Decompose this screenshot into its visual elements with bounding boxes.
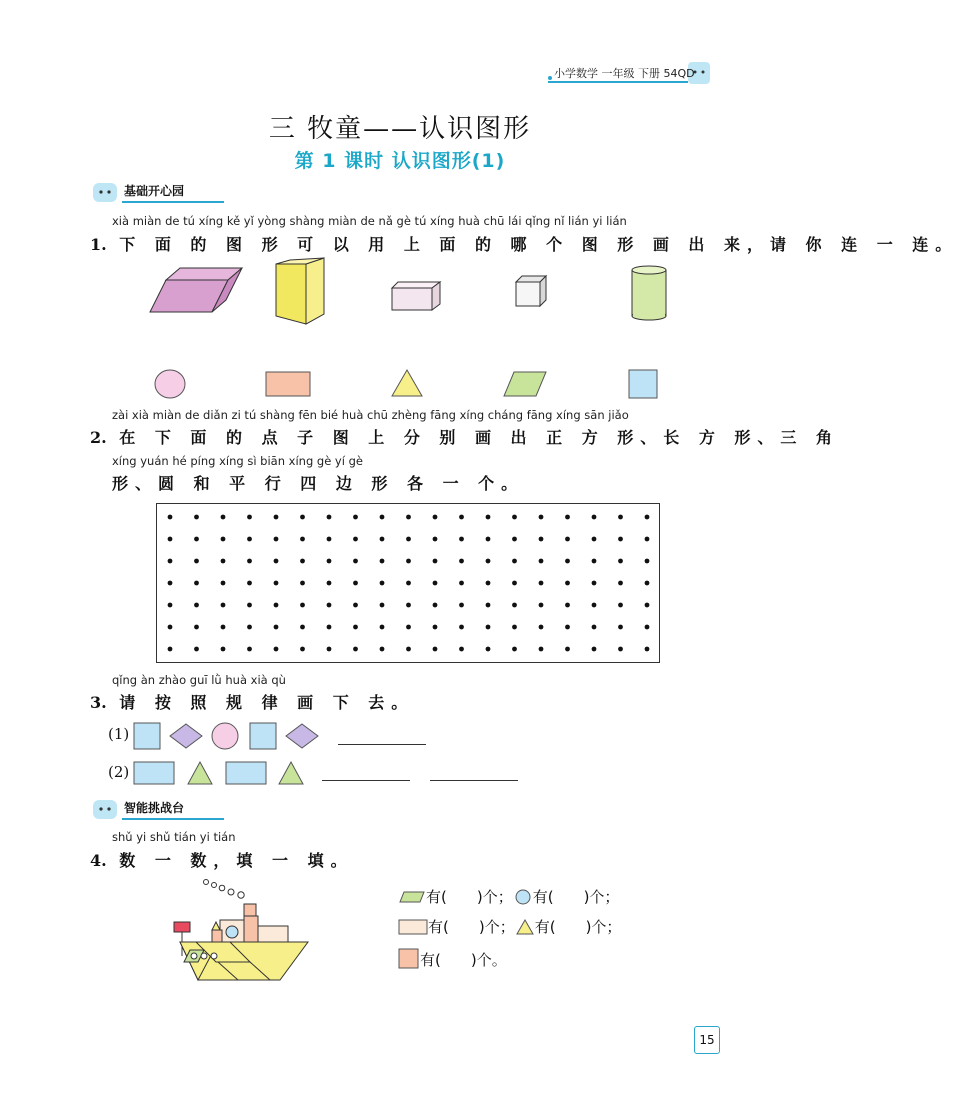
- grid-dot[interactable]: [380, 515, 385, 520]
- grid-dot[interactable]: [406, 559, 411, 564]
- grid-dot[interactable]: [194, 537, 199, 542]
- q4-number: 4.: [90, 851, 107, 870]
- grid-dot[interactable]: [618, 647, 623, 652]
- grid-dot[interactable]: [618, 603, 623, 608]
- grid-dot[interactable]: [645, 647, 650, 652]
- grid-dot[interactable]: [247, 537, 252, 542]
- grid-dot[interactable]: [221, 625, 226, 630]
- grid-dot[interactable]: [512, 581, 517, 586]
- q2-question-line1: 在 下 面 的 点 子 图 上 分 别 画 出 正 方 形、长 方 形、三 角: [119, 428, 839, 447]
- grid-dot[interactable]: [353, 559, 358, 564]
- grid-dot[interactable]: [380, 647, 385, 652]
- grid-dot[interactable]: [539, 515, 544, 520]
- rectangle-icon: [398, 918, 428, 936]
- prism-solid[interactable]: [150, 268, 242, 312]
- grid-dot[interactable]: [565, 647, 570, 652]
- q3-pinyin: qǐng àn zhào guī lǜ huà xià qù: [112, 673, 286, 687]
- grid-dot[interactable]: [512, 625, 517, 630]
- grid-dot[interactable]: [565, 559, 570, 564]
- grid-dot[interactable]: [380, 625, 385, 630]
- triangular-prism-solid[interactable]: [276, 258, 324, 324]
- grid-dot[interactable]: [512, 537, 517, 542]
- grid-dot[interactable]: [194, 581, 199, 586]
- triangle-shape[interactable]: [392, 370, 422, 396]
- q3-row2-pattern: [130, 758, 330, 788]
- grid-dot[interactable]: [194, 625, 199, 630]
- grid-dot[interactable]: [406, 625, 411, 630]
- grid-dot[interactable]: [168, 581, 173, 586]
- grid-dot[interactable]: [274, 559, 279, 564]
- q3-row2-answer-2[interactable]: [430, 766, 518, 781]
- grid-dot[interactable]: [406, 581, 411, 586]
- q3-text: [90, 690, 414, 713]
- grid-dot[interactable]: [645, 537, 650, 542]
- grid-dot[interactable]: [539, 559, 544, 564]
- grid-dot[interactable]: [433, 625, 438, 630]
- q4-fill-circle[interactable]: 有( )个；: [532, 888, 620, 906]
- grid-dot[interactable]: [194, 559, 199, 564]
- grid-dot[interactable]: [433, 603, 438, 608]
- grid-dot[interactable]: [168, 625, 173, 630]
- grid-dot[interactable]: [539, 647, 544, 652]
- grid-dot[interactable]: [247, 603, 252, 608]
- triangle-icon: [515, 918, 535, 936]
- grid-dot[interactable]: [221, 515, 226, 520]
- q2-question-line2: 形、圆 和 平 行 四 边 形 各 一 个。: [112, 474, 525, 493]
- grid-dot[interactable]: [380, 559, 385, 564]
- grid-dot[interactable]: [274, 581, 279, 586]
- section-label: 基础开心园: [122, 182, 224, 203]
- grid-dot[interactable]: [274, 537, 279, 542]
- grid-dot[interactable]: [512, 559, 517, 564]
- grid-dot[interactable]: [486, 625, 491, 630]
- grid-dot[interactable]: [168, 603, 173, 608]
- grid-dot[interactable]: [168, 647, 173, 652]
- grid-dot[interactable]: [221, 559, 226, 564]
- q4-question: 数 一 数，填 一 填。: [119, 851, 354, 870]
- grid-dot[interactable]: [592, 581, 597, 586]
- grid-dot[interactable]: [274, 625, 279, 630]
- dot-grid[interactable]: [156, 503, 660, 663]
- grid-dot[interactable]: [300, 559, 305, 564]
- grid-dot[interactable]: [168, 537, 173, 542]
- q3-row2-answer-1[interactable]: [322, 766, 410, 781]
- bear-mascot-icon: [92, 181, 118, 203]
- flag-shape: [174, 922, 190, 932]
- grid-dot[interactable]: [247, 625, 252, 630]
- q1-solids: [140, 258, 680, 338]
- grid-dot[interactable]: [592, 515, 597, 520]
- q4-line-3: [398, 948, 507, 970]
- grid-dot[interactable]: [327, 515, 332, 520]
- q1-number: 1.: [90, 235, 107, 254]
- q3-number: 3.: [90, 693, 107, 712]
- grid-dot[interactable]: [645, 625, 650, 630]
- grid-dot[interactable]: [300, 603, 305, 608]
- cylinder-solid[interactable]: [632, 266, 666, 320]
- grid-dot[interactable]: [433, 647, 438, 652]
- grid-dot[interactable]: [168, 515, 173, 520]
- square-icon: [398, 948, 420, 970]
- grid-dot[interactable]: [645, 603, 650, 608]
- grid-dot[interactable]: [327, 625, 332, 630]
- cuboid-solid[interactable]: [392, 282, 440, 310]
- q2-text-1: [90, 425, 839, 448]
- diamond-shape: [170, 724, 202, 748]
- grid-dot[interactable]: [433, 559, 438, 564]
- grid-dot[interactable]: [380, 603, 385, 608]
- ship-picture: [170, 876, 315, 986]
- grid-dot[interactable]: [300, 625, 305, 630]
- grid-dot[interactable]: [592, 537, 597, 542]
- grid-dot[interactable]: [486, 559, 491, 564]
- rectangle-shape: [226, 762, 266, 784]
- grid-dot[interactable]: [194, 647, 199, 652]
- page-number: 15: [694, 1026, 720, 1054]
- grid-dot[interactable]: [459, 581, 464, 586]
- grid-dot[interactable]: [221, 581, 226, 586]
- circle-shape: [212, 723, 238, 749]
- square-shape: [134, 723, 160, 749]
- triangle-shape: [188, 762, 212, 784]
- grid-dot[interactable]: [618, 515, 623, 520]
- grid-dot[interactable]: [353, 647, 358, 652]
- grid-dot[interactable]: [274, 515, 279, 520]
- grid-dot[interactable]: [565, 603, 570, 608]
- grid-dot[interactable]: [645, 515, 650, 520]
- q4-fill-square[interactable]: 有( )个。: [420, 950, 507, 969]
- grid-dot[interactable]: [221, 647, 226, 652]
- q4-text: [90, 848, 354, 871]
- bear-mascot-icon: [92, 798, 118, 820]
- grid-dot[interactable]: [592, 625, 597, 630]
- grid-dot[interactable]: [327, 537, 332, 542]
- grid-dot[interactable]: [274, 603, 279, 608]
- grid-dot[interactable]: [565, 625, 570, 630]
- grid-dot[interactable]: [274, 647, 279, 652]
- running-header: [548, 62, 718, 84]
- grid-dot[interactable]: [406, 603, 411, 608]
- grid-dot[interactable]: [618, 537, 623, 542]
- grid-dot[interactable]: [353, 515, 358, 520]
- grid-dot[interactable]: [194, 603, 199, 608]
- grid-dot[interactable]: [300, 581, 305, 586]
- grid-dot[interactable]: [486, 581, 491, 586]
- grid-dot[interactable]: [433, 515, 438, 520]
- q4-line-2: [398, 916, 621, 937]
- grid-dot[interactable]: [459, 625, 464, 630]
- section-badge-basic: [92, 180, 224, 204]
- grid-dot[interactable]: [300, 515, 305, 520]
- grid-dot[interactable]: [486, 647, 491, 652]
- grid-dot[interactable]: [406, 647, 411, 652]
- grid-dot[interactable]: [618, 625, 623, 630]
- grid-dot[interactable]: [618, 559, 623, 564]
- grid-dot[interactable]: [300, 537, 305, 542]
- grid-dot[interactable]: [327, 647, 332, 652]
- grid-dot[interactable]: [247, 647, 252, 652]
- q2-pinyin-2: xíng yuán hé píng xíng sì biān xíng gè yí gè: [112, 454, 363, 468]
- grid-dot[interactable]: [353, 537, 358, 542]
- grid-dot[interactable]: [353, 625, 358, 630]
- q1-question: 下 面 的 图 形 可 以 用 上 面 的 哪 个 图 形 画 出 来，请 你 连 一 连。: [119, 235, 958, 254]
- grid-dot[interactable]: [221, 603, 226, 608]
- grid-dot[interactable]: [327, 581, 332, 586]
- rectangle-shape: [134, 762, 174, 784]
- grid-dot[interactable]: [406, 537, 411, 542]
- grid-dot[interactable]: [380, 581, 385, 586]
- grid-dot[interactable]: [459, 603, 464, 608]
- grid-dot[interactable]: [459, 647, 464, 652]
- grid-dot[interactable]: [565, 581, 570, 586]
- grid-dot[interactable]: [433, 581, 438, 586]
- grid-dot[interactable]: [512, 515, 517, 520]
- grid-dot[interactable]: [539, 625, 544, 630]
- circle-icon: [513, 888, 533, 906]
- grid-dot[interactable]: [539, 603, 544, 608]
- q3-question: 请 按 照 规 律 画 下 去。: [119, 693, 415, 712]
- q1-flat-shapes: [140, 364, 680, 404]
- q4-fill-parallelogram[interactable]: 有( )个；: [426, 888, 513, 906]
- grid-dot[interactable]: [247, 559, 252, 564]
- section-label: 智能挑战台: [122, 799, 224, 820]
- q2-pinyin-1: zài xià miàn de diǎn zi tú shàng fēn bié huà chū zhèng fāng xíng cháng fāng xíng sān jiǎo: [112, 408, 629, 422]
- grid-dot[interactable]: [459, 559, 464, 564]
- grid-dot[interactable]: [353, 581, 358, 586]
- cube-solid[interactable]: [516, 276, 546, 306]
- rectangle-shape[interactable]: [266, 372, 310, 396]
- grid-dot[interactable]: [512, 603, 517, 608]
- grid-dot[interactable]: [327, 603, 332, 608]
- q4-fill-triangle[interactable]: 有( )个；: [534, 918, 622, 936]
- grid-dot[interactable]: [353, 603, 358, 608]
- unit-title: 三 牧童——认识图形: [268, 114, 532, 144]
- q4-pinyin: shǔ yi shǔ tián yi tián: [112, 830, 236, 844]
- q4-line-1: [398, 886, 619, 907]
- parallelogram-shape[interactable]: [504, 372, 546, 396]
- grid-dot[interactable]: [512, 647, 517, 652]
- q1-text: [90, 232, 958, 255]
- grid-dot[interactable]: [539, 537, 544, 542]
- grid-dot[interactable]: [221, 537, 226, 542]
- square-shape[interactable]: [629, 370, 657, 398]
- grid-dot[interactable]: [592, 647, 597, 652]
- q3-row2-label: (2): [108, 763, 130, 781]
- grid-dot[interactable]: [592, 603, 597, 608]
- grid-dot[interactable]: [592, 559, 597, 564]
- square-shape: [250, 723, 276, 749]
- grid-dot[interactable]: [645, 581, 650, 586]
- grid-dot[interactable]: [327, 559, 332, 564]
- grid-dot[interactable]: [380, 537, 385, 542]
- header-text: 小学数学 一年级 下册 54QD: [554, 67, 695, 80]
- grid-dot[interactable]: [168, 559, 173, 564]
- grid-dot[interactable]: [618, 581, 623, 586]
- grid-dot[interactable]: [433, 537, 438, 542]
- q4-fill-rectangle[interactable]: 有( )个；: [428, 918, 515, 936]
- q1-pinyin: xià miàn de tú xíng kě yǐ yòng shàng miàn de nǎ gè tú xíng huà chū lái qǐng nǐ lián yi lián: [112, 214, 627, 228]
- grid-dot[interactable]: [459, 515, 464, 520]
- grid-dot[interactable]: [300, 647, 305, 652]
- q2-number: 2.: [90, 428, 107, 447]
- diamond-shape: [286, 724, 318, 748]
- grid-dot[interactable]: [406, 515, 411, 520]
- grid-dot[interactable]: [539, 581, 544, 586]
- grid-dot[interactable]: [486, 603, 491, 608]
- triangle-shape: [279, 762, 303, 784]
- grid-dot[interactable]: [247, 515, 252, 520]
- grid-dot[interactable]: [459, 537, 464, 542]
- grid-dot[interactable]: [565, 515, 570, 520]
- grid-dot[interactable]: [486, 515, 491, 520]
- grid-dot[interactable]: [486, 537, 491, 542]
- grid-dot[interactable]: [645, 559, 650, 564]
- grid-dot[interactable]: [247, 581, 252, 586]
- q3-row1-answer[interactable]: [338, 730, 426, 745]
- q3-row1-label: (1): [108, 725, 130, 743]
- circle-shape[interactable]: [155, 370, 185, 398]
- parallelogram-icon: [398, 889, 426, 905]
- section-badge-challenge: [92, 797, 224, 821]
- grid-dot[interactable]: [565, 537, 570, 542]
- grid-dot[interactable]: [194, 515, 199, 520]
- lesson-title: 第 1 课时 认识图形(1): [294, 150, 506, 172]
